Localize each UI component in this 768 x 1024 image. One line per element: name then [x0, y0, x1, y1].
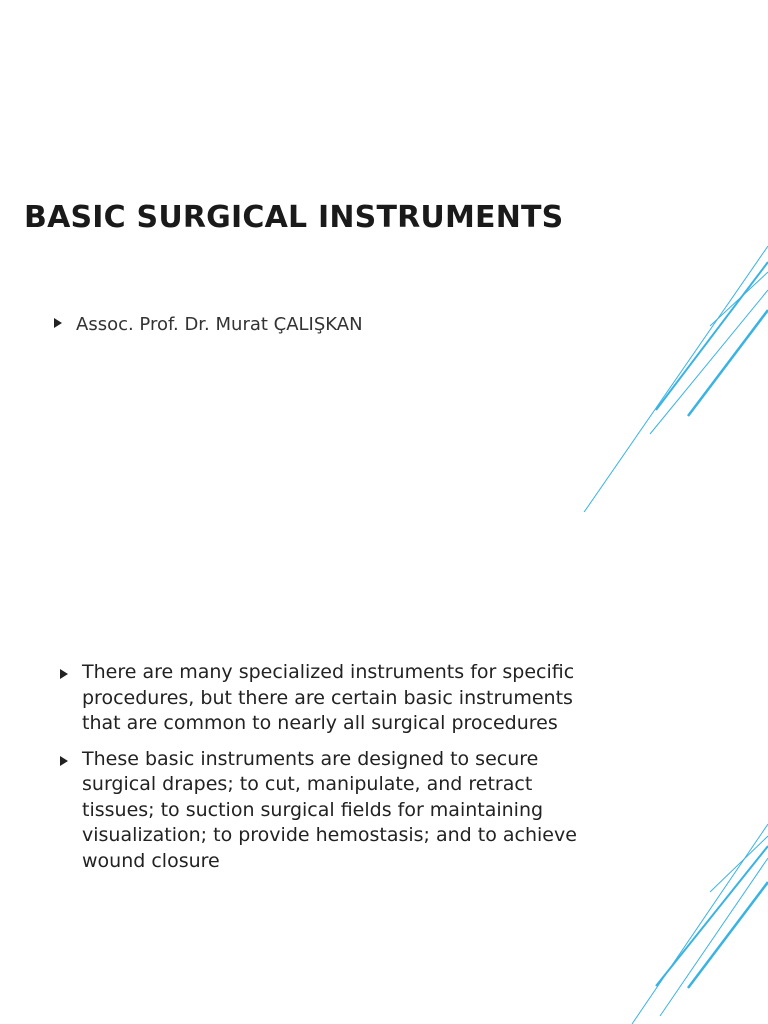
list-item	[60, 660, 580, 737]
bullet-arrow-icon	[54, 318, 62, 328]
slide-content	[0, 512, 768, 1024]
bullet-list	[60, 660, 580, 884]
author-text: Assoc. Prof. Dr. Murat ÇALIŞKAN	[76, 314, 363, 335]
bullet-arrow-icon	[60, 756, 68, 766]
list-item	[60, 747, 580, 875]
bullet-text: These basic instruments are designed to secure surgical drapes; to cut, manipulate, and retract tissues; to suction surgical fields for maintaining visualization; to provide hemostasis; and to achieve wound closure	[82, 747, 577, 872]
slide-title-heading: BASIC SURGICAL INSTRUMENTS	[24, 200, 564, 235]
bullet-text: There are many specialized instruments for specific procedures, but there are certain basic instruments that are common to nearly all surgical procedures	[82, 661, 575, 734]
author-line	[54, 314, 363, 335]
bullet-arrow-icon	[60, 669, 68, 679]
